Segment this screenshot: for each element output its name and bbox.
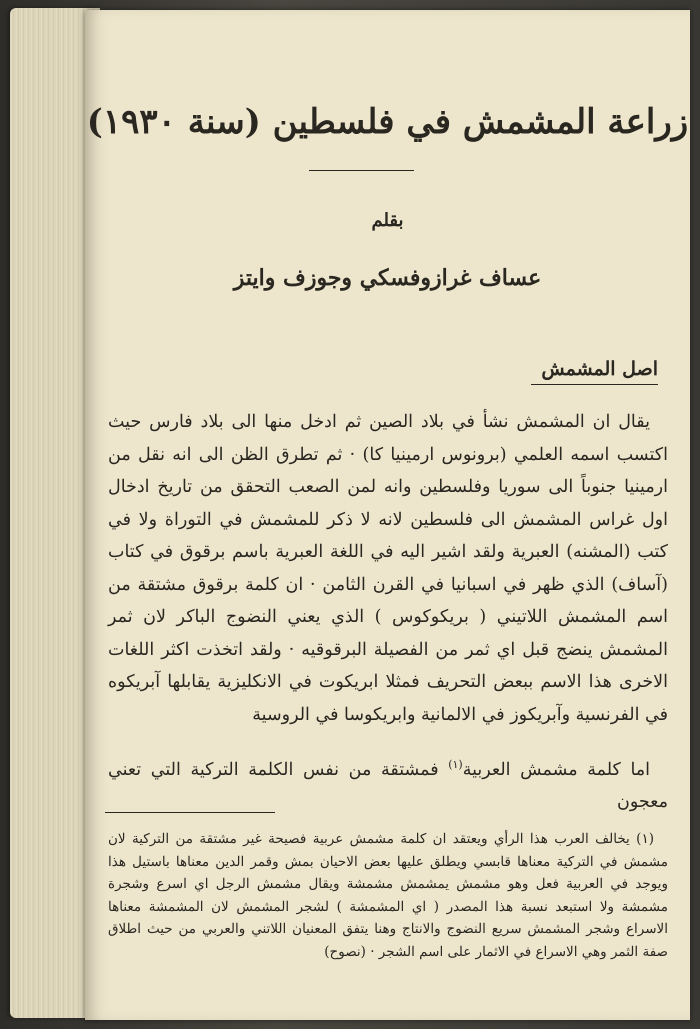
paragraph (108, 749, 668, 819)
footnote-divider (105, 812, 275, 813)
footnote-marker: (١) (448, 758, 463, 771)
paragraph-2-start: اما كلمة مشمش العربية (462, 759, 651, 780)
byline: بقلم (371, 210, 404, 231)
body-text (108, 406, 668, 819)
paragraph-1-text: يقال ان المشمش نشأ في بلاد الصين ثم ادخل منها الى بلاد فارس حيث اكتسب اسمه العلمي (برونوس ارمينيا كا) · ثم تطرق الظن الى انه نقل من ارمينيا جنوباً الى سوريا وفلسطين وانه لمن الصعب التحقق من تاريخ ادخال اول غراس المشمش الى فلسطين لانه لا ذكر للمشمش في التوراة ولا في كتب (المشنه) العبرية ولقد اشير اليه في اللغة العبرية باسم برقوق في كتاب (آساف) الذي ظهر في اسبانيا في القرن الثامن · ان كلمة برقوق مشتقة من اسم المشمش اللاتيني ( بريكوكوس ) الذي يعني النضوج الباكر لان ثمر المشمش ينضج قبل اي ثمر من الفصيلة البرقوقيه · ولقد اتخذت اكثر اللغات الاخرى هذا الاسم ببعض التحريف فمثلا ابريكوت في الانكليزية يقابلها آبريكوه في الفرنسية وآبريكوز في الالمانية وابريكوسا في الروسية (108, 412, 668, 725)
paragraph-2-end: فمشتقة من نفس الكلمة التركية التي تعني معجون (108, 759, 668, 813)
paragraph (108, 406, 668, 731)
article-title: زراعة المشمش في فلسطين (سنة ١٩٣٠) (86, 102, 689, 142)
title-divider (309, 170, 414, 171)
footnote (108, 828, 668, 964)
authors: عساف غرازوفسكي وجوزف وايتز (233, 265, 542, 291)
book-page (85, 10, 690, 1020)
section-heading: اصل المشمش (531, 358, 658, 385)
footnote-text: (١) يخالف العرب هذا الرأي ويعتقد ان كلمة مشمش عربية فصيحة غير مشتقة من التركية لان مشمش في التركية معناها قابسي ويطلق عليها بعض الاحيان بمش وقمر الدين معناها باستيل هذا ويوجد في العربية فعل وهو مشمش يمشمش مشمشة ويقال مشمش الرجل اي اسرع وشجرة مشمشة ولا استبعد نسبة هذا المصدر ( اي المشمشة ) لشجر المشمش لان المشمشة معناها الاسراع وشجر المشمش سريع النضوج والانتاج وهنا يتفق المعنيان اللاتني والعربي من حيث اطلاق صفة الثمر وهي الاسراع في الاثمار على اسم الشجر · (نصوح) (108, 831, 668, 960)
